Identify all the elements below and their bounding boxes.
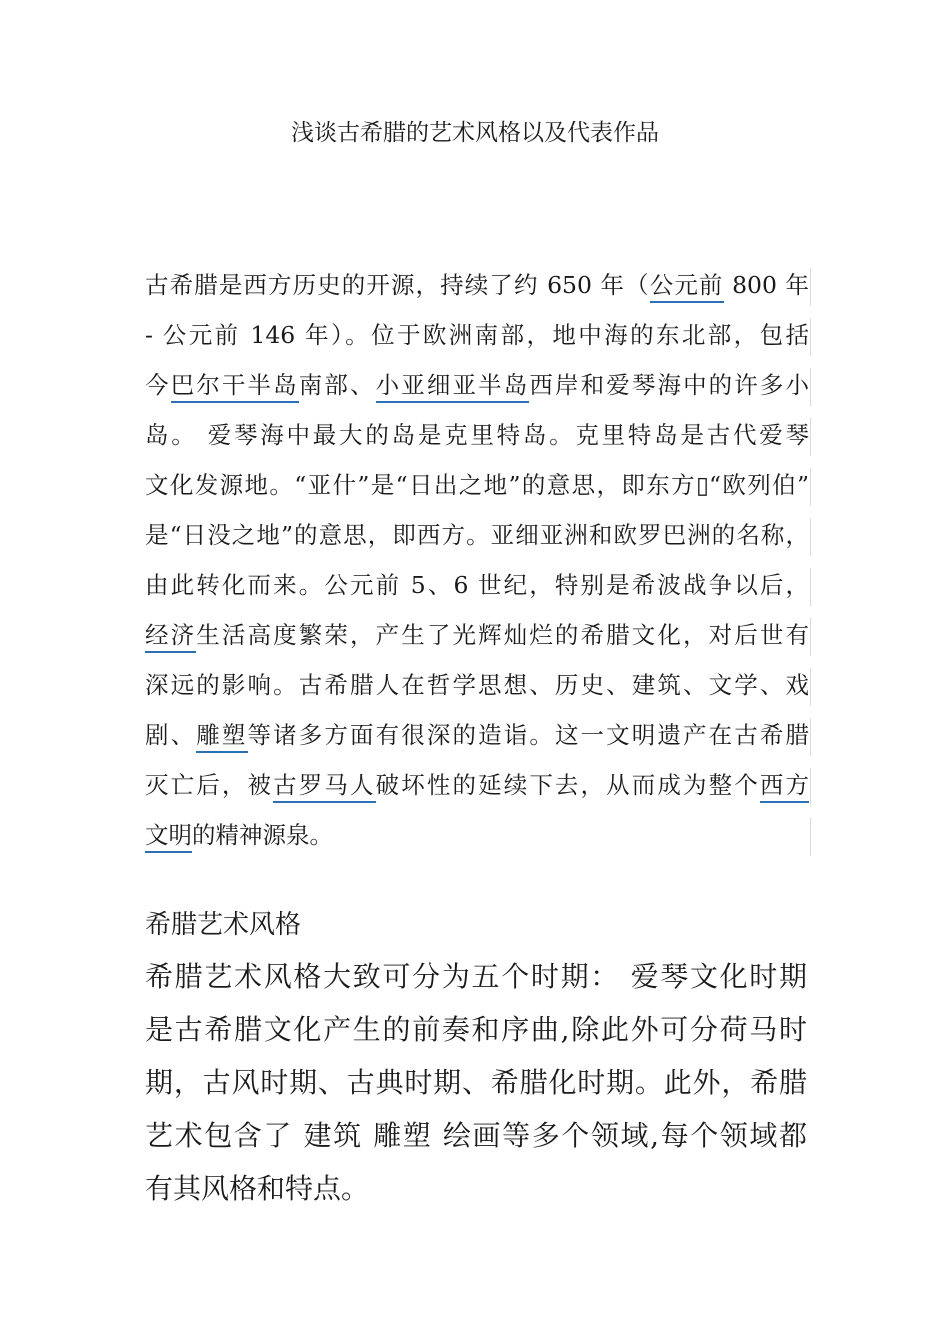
- hyperlink[interactable]: 西方: [760, 771, 809, 803]
- intro-line: [145, 462, 809, 512]
- text-run: 是“日没之地”的意思，即西方。亚细亚洲和欧罗巴洲的名称，: [145, 521, 809, 549]
- text-run: 文化发源地。“亚什”是“日出之地”的意思，即东方▯“欧列伯”: [145, 471, 809, 499]
- art-style-paragraph: [145, 953, 807, 1218]
- text-run: 南部、: [298, 371, 376, 399]
- text-run: 深远的影响。古希腊人在哲学思想、历史、建筑、文学、戏: [145, 671, 809, 699]
- intro-line: [145, 612, 809, 662]
- intro-line: [145, 512, 809, 562]
- text-run: 的精神源泉。: [192, 821, 333, 849]
- intro-line: [145, 412, 809, 462]
- style-line: 有其风格和特点。: [145, 1172, 370, 1205]
- intro-line: [145, 762, 809, 812]
- section-heading: 希腊艺术风格: [145, 910, 302, 940]
- text-run: 破坏性的延续下去，从而成为整个: [375, 771, 760, 799]
- intro-line: [145, 812, 809, 862]
- intro-line: [145, 262, 809, 312]
- intro-line: [145, 562, 809, 612]
- hyperlink[interactable]: 公元前: [650, 271, 724, 303]
- hyperlink[interactable]: 巴尔干半岛: [171, 371, 299, 403]
- hyperlink[interactable]: 小亚细亚半岛: [376, 371, 530, 403]
- text-run: 今: [145, 371, 171, 399]
- style-line: 是古希腊文化产生的前奏和序曲,除此外可分荷马时: [145, 1013, 807, 1046]
- text-run: 生活高度繁荣，产生了光辉灿烂的希腊文化，对后世有: [196, 621, 810, 649]
- hyperlink[interactable]: 文明: [145, 821, 192, 853]
- intro-line: [145, 662, 809, 712]
- text-run: 由此转化而来。公元前 5、6 世纪，特别是希波战争以后，: [145, 571, 809, 599]
- intro-line: [145, 362, 809, 412]
- text-run: 等诸多方面有很深的造诣。这一文明遗产在古希腊: [247, 721, 810, 749]
- text-run: 古希腊是西方历史的开源，持续了约 650 年（: [145, 271, 650, 299]
- style-line: 希腊艺术风格大致可分为五个时期： 爱琴文化时期: [145, 960, 807, 993]
- text-run: 800 年: [723, 271, 810, 299]
- hyperlink[interactable]: 经济: [145, 621, 196, 653]
- style-line: 期，古风时期、古典时期、希腊化时期。此外，希腊: [145, 1066, 807, 1099]
- style-line: 艺术包含了 建筑 雕塑 绘画等多个领域,每个领域都: [145, 1119, 807, 1152]
- text-run: 灭亡后，被: [145, 771, 274, 799]
- text-run: 剧、: [145, 721, 197, 749]
- intro-line: [145, 712, 809, 762]
- hyperlink[interactable]: 古罗马人: [273, 771, 375, 803]
- text-run: 岛。 爱琴海中最大的岛是克里特岛。克里特岛是古代爱琴: [145, 421, 809, 449]
- hyperlink[interactable]: 雕塑: [196, 721, 247, 753]
- intro-line: [145, 312, 809, 362]
- intro-paragraph: [145, 262, 809, 862]
- text-run: 西岸和爱琴海中的许多小: [529, 371, 810, 399]
- document-title: 浅谈古希腊的艺术风格以及代表作品: [291, 120, 659, 146]
- text-run: - 公元前 146 年）。位于欧洲南部，地中海的东北部，包括: [145, 321, 809, 349]
